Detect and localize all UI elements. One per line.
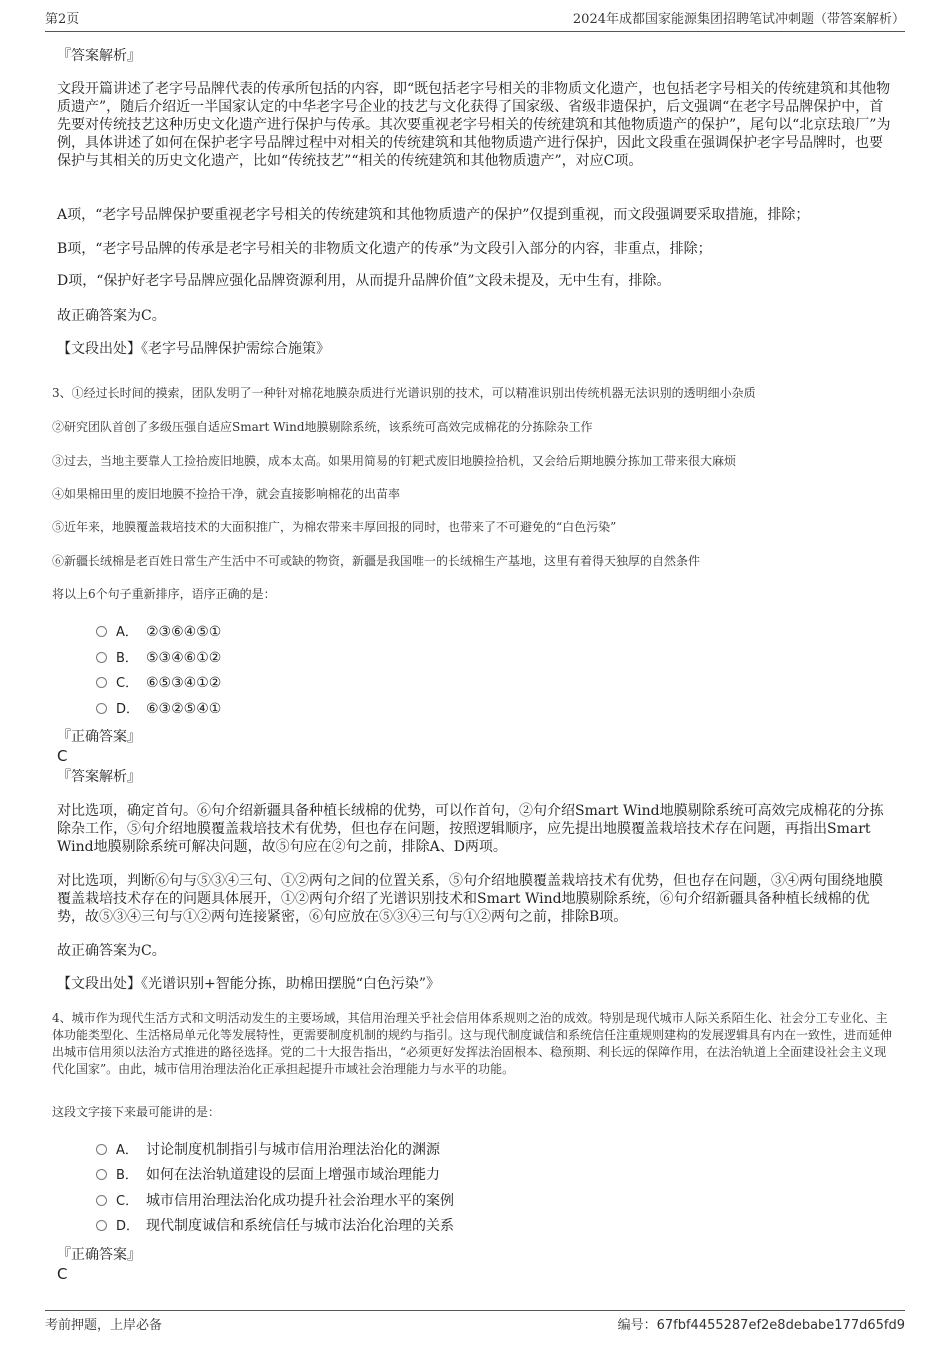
source-citation: 【文段出处】《老字号品牌保护需综合施策》 [57, 341, 330, 357]
analysis-paragraph: B项，“老字号品牌的传承是老字号相关的非物质文化遗产的传承”为文段引入部分的内容，非重点，排除； [57, 241, 712, 257]
radio-icon[interactable] [96, 1169, 107, 1180]
analysis-paragraph: 文段开篇讲述了老字号品牌代表的传承所包括的内容，即“既包括老字号相关的非物质文化遗产，也包括老字号相关的传统建筑和其他物质遗产”，随后介绍近一半国家认定的中华老字号企业的技艺与文化获得了国家级、省级非遗保护，后文强调“在老字号品牌保护中，首先要对传统技艺这种历史文化遗产进行保护与传承。其次要重视老字号相关的传统建筑和其他物质遗产的保护”，尾句以“北京珐琅厂”为例，具体讲述了如何在保护老字号品牌过程中对相关的传统建筑和其他物质遗产进行保护，因此文段重在强调保护老字号品牌时，也要保护与其相关的历史文化遗产，比如“传统技艺”“相关的传统建筑和其他物质遗产”，对应C项。 [57, 81, 891, 169]
radio-icon[interactable] [96, 703, 107, 714]
source-citation: 【文段出处】《光谱识别+智能分拣，助棉田摆脱“白色污染”》 [57, 976, 441, 992]
question-sentence: ③过去，当地主要靠人工捡拾废旧地膜，成本太高。如果用简易的钉耙式废旧地膜捡拾机，又会给后期地膜分拣加工带来很大麻烦 [52, 454, 737, 468]
option-a[interactable]: A． ②③⑥④⑤① [96, 623, 221, 642]
radio-icon[interactable] [96, 1195, 107, 1206]
option-d[interactable]: D． 现代制度诚信和系统信任与城市法治化治理的关系 [96, 1217, 454, 1236]
option-d[interactable]: D． ⑥③②⑤④① [96, 700, 221, 719]
page-header [45, 8, 905, 28]
analysis-paragraph: D项，“保护好老字号品牌应强化品牌资源利用，从而提升品牌价值”文段未提及，无中生有，排除。 [57, 273, 671, 289]
code-label: 编号： [617, 1318, 657, 1333]
document-title: 2024年成都国家能源集团招聘笔试冲刺题（带答案解析） [572, 12, 905, 27]
page-number: 第2页 [45, 12, 80, 27]
question-sentence: ⑤近年来，地膜覆盖栽培技术的大面积推广，为棉农带来丰厚回报的同时，也带来了不可避免的“白色污染” [52, 520, 617, 534]
answer-label: 『正确答案』 [57, 1247, 141, 1263]
radio-icon[interactable] [96, 1220, 107, 1231]
analysis-label: 『答案解析』 [57, 769, 141, 785]
option-c[interactable]: C． ⑥⑤③④①② [96, 674, 221, 693]
question-sentence: 3、①经过长时间的摸索，团队发明了一种针对棉花地膜杂质进行光谱识别的技术，可以精准识别出传统机器无法识别的透明细小杂质 [52, 386, 756, 400]
question-sentence: ⑥新疆长绒棉是老百姓日常生产生活中不可或缺的物资，新疆是我国唯一的长绒棉生产基地，这里有着得天独厚的自然条件 [52, 554, 701, 568]
radio-icon[interactable] [96, 652, 107, 663]
radio-icon[interactable] [96, 677, 107, 688]
analysis-paragraph: 对比选项，判断⑥句与⑤③④三句、①②两句之间的位置关系，⑤句介绍地膜覆盖栽培技术有优势，但也存在问题，③④两句围绕地膜覆盖栽培技术存在的问题具体展开，①②两句介绍了光谱识别技术和Smart Wind地膜剔除系统，⑥句介绍新疆具备种植长绒棉的优势，故⑤③④三句与①②两句连接紧密，⑥句应放在⑤③④三句与①②两句之前，排除B项。 [57, 873, 883, 925]
option-c[interactable]: C． 城市信用治理法治化成功提升社会治理水平的案例 [96, 1192, 454, 1211]
conclusion-text: 故正确答案为C。 [57, 943, 166, 959]
answer-value: C [57, 747, 68, 765]
document-code [618, 1314, 905, 1333]
analysis-paragraph: A项，“老字号品牌保护要重视老字号相关的传统建筑和其他物质遗产的保护”仅提到重视，而文段强调要采取措施，排除； [57, 207, 810, 223]
header-divider [45, 31, 905, 32]
analysis-label: 『答案解析』 [57, 48, 141, 64]
answer-value: C [57, 1265, 68, 1283]
option-a[interactable]: A． 讨论制度机制指引与城市信用治理法治化的渊源 [96, 1141, 440, 1160]
option-b[interactable]: B． ⑤③④⑥①② [96, 649, 221, 668]
conclusion-text: 故正确答案为C。 [57, 308, 166, 324]
question-prompt: 将以上6个句子重新排序，语序正确的是： [52, 587, 276, 601]
radio-icon[interactable] [96, 626, 107, 637]
answer-label: 『正确答案』 [57, 729, 141, 745]
question-stem: 4、城市作为现代生活方式和文明活动发生的主要场域，其信用治理关乎社会信用体系规则之治的成效。特别是现代城市人际关系陌生化、社会分工专业化、主体功能类型化、生活格局单元化等发展特性，更需要制度机制的规约与指引。这与现代制度诚信和系统信任注重规则建构的发展逻辑具有内在一致性，进而延伸出城市信用须以法治方式推进的路径选择。党的二十大报告指出，“必须更好发挥法治固根本、稳预期、利长远的保障作用，在法治轨道上全面建设社会主义现代化国家”。由此，城市信用治理法治化正承担起提升市域社会治理能力与水平的功能。 [52, 1011, 893, 1076]
radio-icon[interactable] [96, 1144, 107, 1155]
footer-divider [45, 1310, 905, 1311]
question-sentence: ②研究团队首创了多级压强自适应Smart Wind地膜剔除系统，该系统可高效完成棉花的分拣除杂工作 [52, 420, 593, 434]
option-b[interactable]: B． 如何在法治轨道建设的层面上增强市域治理能力 [96, 1166, 440, 1185]
code-value: 67fbf4455287ef2e8debabe177d65fd9 [656, 1318, 905, 1333]
question-sentence: ④如果棉田里的废旧地膜不捡拾干净，就会直接影响棉花的出苗率 [52, 487, 401, 501]
footer-slogan: 考前押题，上岸必备 [45, 1318, 163, 1333]
analysis-paragraph: 对比选项，确定首句。⑥句介绍新疆具备种植长绒棉的优势，可以作首句，②句介绍Smart Wind地膜剔除系统可高效完成棉花的分拣除杂工作，⑤句介绍地膜覆盖栽培技术有优势，但也存在问题，按照逻辑顺序，应先提出地膜覆盖栽培技术存在问题，再指出Smart Wind地膜剔除系统可解决问题，故⑤句应在②句之前，排除A、D两项。 [57, 803, 884, 855]
question-prompt: 这段文字接下来最可能讲的是： [52, 1105, 221, 1119]
